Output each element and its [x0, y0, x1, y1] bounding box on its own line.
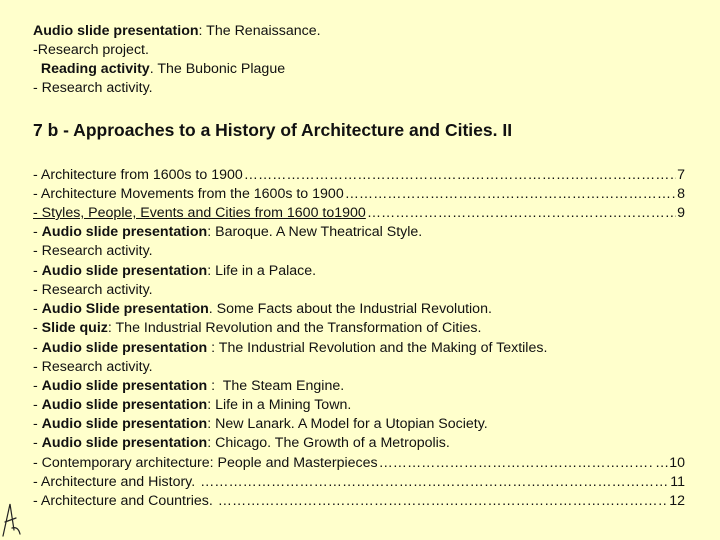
list-item: - Slide quiz: The Industrial Revolution and the Transformation of Cities.	[33, 320, 482, 336]
toc-entry-5[interactable]: - Architecture and History. …………………………………………………………………………………………………………………………………………………… 11	[33, 473, 685, 492]
toc-entry-6[interactable]: - Architecture and Countries. …………………………………………………………………………………………………………………………………………………… 12	[33, 492, 685, 511]
list-item: - Audio slide presentation : The Industrial Revolution and the Making of Textiles.	[33, 340, 548, 356]
list-item: - Research activity.	[33, 359, 153, 375]
list-item: - Audio slide presentation : The Steam Engine.	[33, 378, 345, 394]
list-item: - Audio Slide presentation. Some Facts about the Industrial Revolution.	[33, 301, 492, 317]
top-line-1: Audio slide presentation: The Renaissance.	[33, 23, 321, 39]
section-heading: 7 b - Approaches to a History of Architecture and Cities. II	[33, 120, 513, 140]
toc-entry-3[interactable]: - Styles, People, Events and Cities from 1600 to1900 …………………………………………………………………………………………………………………………………………………… 9	[33, 204, 685, 223]
top-line-3: Reading activity. The Bubonic Plague	[40, 61, 286, 77]
list-item: - Audio slide presentation: Life in a Palace.	[33, 263, 317, 279]
list-item: - Research activity.	[33, 282, 153, 298]
list-item: - Audio slide presentation: Baroque. A New Theatrical Style.	[33, 224, 423, 240]
top-line-2: -Research project.	[33, 42, 149, 58]
toc-entry-1[interactable]: - Architecture from 1600s to 1900 …………………………………………………………………………………………………………………………………………………… 7	[33, 166, 685, 185]
list-item: - Audio slide presentation: Chicago. The Growth of a Metropolis.	[33, 435, 450, 451]
list-item: - Research activity.	[33, 243, 153, 259]
list-item: - Audio slide presentation: New Lanark. A Model for a Utopian Society.	[33, 416, 488, 432]
signature-logo-icon	[0, 500, 22, 538]
toc-entry-4[interactable]: - Contemporary architecture: People and Masterpieces …………………………………………………………………………………………………………………………………………………… …10	[33, 454, 685, 473]
list-item: - Audio slide presentation: Life in a Mining Town.	[33, 397, 352, 413]
toc-entry-2[interactable]: - Architecture Movements from the 1600s to 1900 …………………………………………………………………………………………………………………………………………………… 8	[33, 185, 685, 204]
top-line-4: - Research activity.	[33, 80, 153, 96]
